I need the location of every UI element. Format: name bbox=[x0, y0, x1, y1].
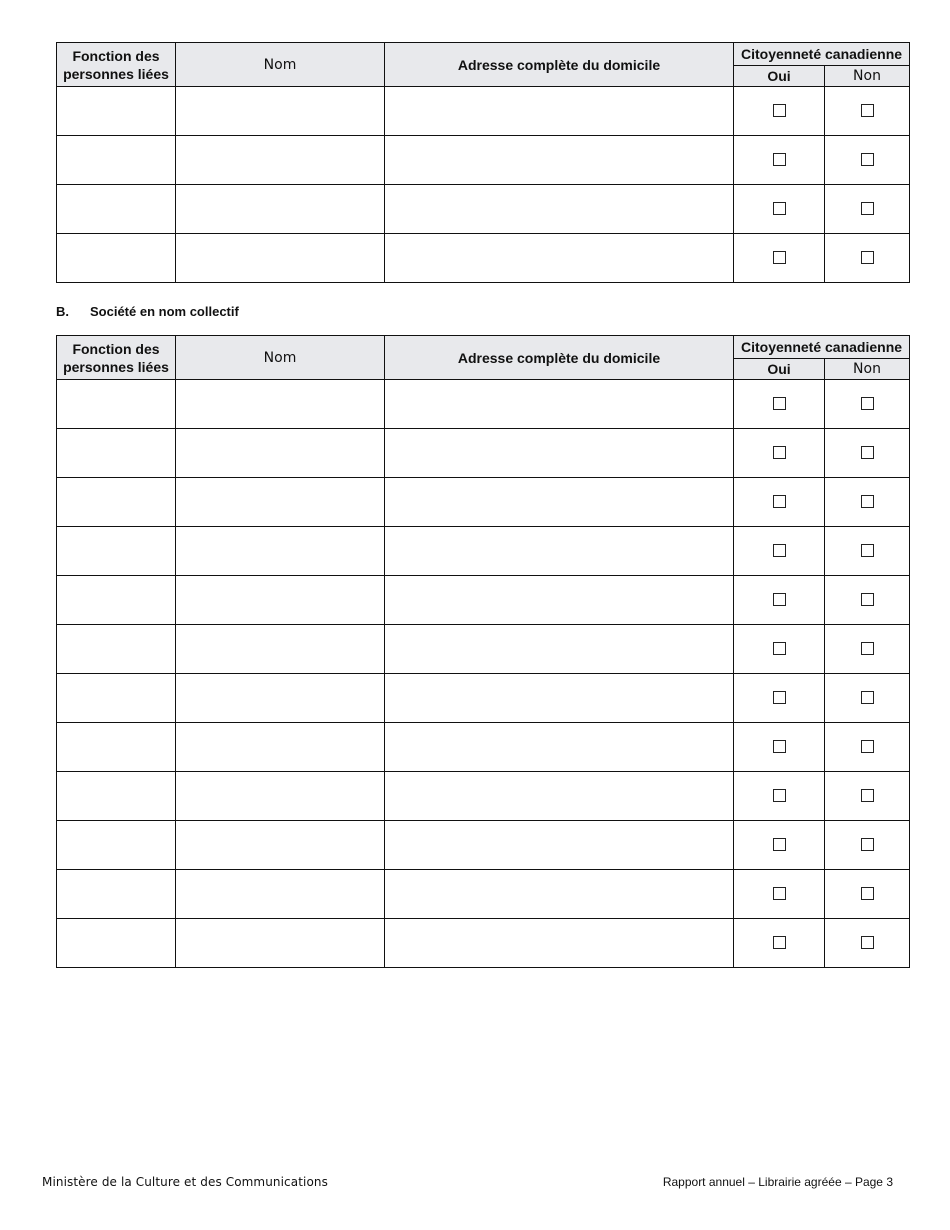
adresse-field[interactable] bbox=[385, 429, 734, 478]
oui-checkbox-cell bbox=[734, 136, 825, 185]
table-row bbox=[57, 821, 910, 870]
non-checkbox-cell bbox=[825, 136, 910, 185]
non-checkbox-cell bbox=[825, 87, 910, 136]
adresse-field[interactable] bbox=[385, 870, 734, 919]
header-fonction: Fonction des personnes liées bbox=[57, 43, 176, 87]
fonction-field[interactable] bbox=[57, 723, 176, 772]
oui-checkbox-cell bbox=[734, 87, 825, 136]
non-checkbox[interactable] bbox=[861, 936, 874, 949]
oui-checkbox-cell bbox=[734, 625, 825, 674]
table-row bbox=[57, 136, 910, 185]
adresse-field[interactable] bbox=[385, 234, 734, 283]
nom-field[interactable] bbox=[176, 429, 385, 478]
adresse-field[interactable] bbox=[385, 723, 734, 772]
non-checkbox[interactable] bbox=[861, 153, 874, 166]
adresse-field[interactable] bbox=[385, 625, 734, 674]
non-checkbox[interactable] bbox=[861, 495, 874, 508]
table-row bbox=[57, 625, 910, 674]
section-b-letter: B. bbox=[56, 304, 69, 319]
fonction-field[interactable] bbox=[57, 576, 176, 625]
footer-page-info: Rapport annuel – Librairie agréée – Page 3 bbox=[662, 1175, 893, 1189]
table-row bbox=[57, 185, 910, 234]
oui-checkbox[interactable] bbox=[773, 887, 786, 900]
fonction-field[interactable] bbox=[57, 919, 176, 968]
table-row bbox=[57, 478, 910, 527]
fonction-field[interactable] bbox=[57, 821, 176, 870]
related-persons-table-b bbox=[56, 335, 910, 968]
non-checkbox[interactable] bbox=[861, 202, 874, 215]
nom-field[interactable] bbox=[176, 478, 385, 527]
oui-checkbox[interactable] bbox=[773, 446, 786, 459]
oui-checkbox[interactable] bbox=[773, 691, 786, 704]
oui-checkbox[interactable] bbox=[773, 642, 786, 655]
adresse-field[interactable] bbox=[385, 478, 734, 527]
header-adresse: Adresse complète du domicile bbox=[385, 336, 734, 380]
nom-field[interactable] bbox=[176, 723, 385, 772]
header-non: Non bbox=[825, 66, 910, 87]
table-row bbox=[57, 772, 910, 821]
oui-checkbox[interactable] bbox=[773, 936, 786, 949]
nom-field[interactable] bbox=[176, 625, 385, 674]
table-row bbox=[57, 380, 910, 429]
table-row bbox=[57, 674, 910, 723]
nom-field[interactable] bbox=[176, 234, 385, 283]
non-checkbox-cell bbox=[825, 185, 910, 234]
table-row bbox=[57, 576, 910, 625]
adresse-field[interactable] bbox=[385, 821, 734, 870]
oui-checkbox-cell bbox=[734, 527, 825, 576]
nom-field[interactable] bbox=[176, 919, 385, 968]
oui-checkbox-cell bbox=[734, 772, 825, 821]
footer-ministry: Ministère de la Culture et des Communications bbox=[42, 1175, 328, 1189]
non-checkbox-cell bbox=[825, 380, 910, 429]
oui-checkbox-cell bbox=[734, 919, 825, 968]
header-oui: Oui bbox=[734, 359, 825, 380]
nom-field[interactable] bbox=[176, 527, 385, 576]
section-b-label: Société en nom collectif bbox=[90, 304, 239, 319]
nom-field[interactable] bbox=[176, 674, 385, 723]
oui-checkbox[interactable] bbox=[773, 153, 786, 166]
non-checkbox-cell bbox=[825, 576, 910, 625]
non-checkbox[interactable] bbox=[861, 593, 874, 606]
header-citoyennete: Citoyenneté canadienne bbox=[734, 43, 910, 66]
non-checkbox[interactable] bbox=[861, 397, 874, 410]
oui-checkbox[interactable] bbox=[773, 544, 786, 557]
nom-field[interactable] bbox=[176, 772, 385, 821]
non-checkbox[interactable] bbox=[861, 544, 874, 557]
adresse-field[interactable] bbox=[385, 527, 734, 576]
non-checkbox-cell bbox=[825, 478, 910, 527]
non-checkbox-cell bbox=[825, 429, 910, 478]
non-checkbox-cell bbox=[825, 919, 910, 968]
table-row bbox=[57, 87, 910, 136]
table-row bbox=[57, 429, 910, 478]
table-row bbox=[57, 723, 910, 772]
non-checkbox[interactable] bbox=[861, 104, 874, 117]
nom-field[interactable] bbox=[176, 185, 385, 234]
non-checkbox[interactable] bbox=[861, 887, 874, 900]
non-checkbox-cell bbox=[825, 870, 910, 919]
oui-checkbox[interactable] bbox=[773, 740, 786, 753]
header-fonction: Fonction des personnes liées bbox=[57, 336, 176, 380]
non-checkbox-cell bbox=[825, 674, 910, 723]
oui-checkbox[interactable] bbox=[773, 104, 786, 117]
fonction-field[interactable] bbox=[57, 772, 176, 821]
oui-checkbox-cell bbox=[734, 576, 825, 625]
non-checkbox-cell bbox=[825, 772, 910, 821]
fonction-field[interactable] bbox=[57, 136, 176, 185]
non-checkbox[interactable] bbox=[861, 251, 874, 264]
table-row bbox=[57, 527, 910, 576]
header-citoyennete: Citoyenneté canadienne bbox=[734, 336, 910, 359]
nom-field[interactable] bbox=[176, 821, 385, 870]
table-row bbox=[57, 234, 910, 283]
nom-field[interactable] bbox=[176, 380, 385, 429]
table-row bbox=[57, 870, 910, 919]
adresse-field[interactable] bbox=[385, 185, 734, 234]
header-nom: Nom bbox=[176, 336, 385, 380]
oui-checkbox-cell bbox=[734, 185, 825, 234]
oui-checkbox[interactable] bbox=[773, 397, 786, 410]
non-checkbox-cell bbox=[825, 527, 910, 576]
oui-checkbox-cell bbox=[734, 380, 825, 429]
oui-checkbox-cell bbox=[734, 234, 825, 283]
fonction-field[interactable] bbox=[57, 527, 176, 576]
non-checkbox-cell bbox=[825, 723, 910, 772]
non-checkbox-cell bbox=[825, 821, 910, 870]
nom-field[interactable] bbox=[176, 136, 385, 185]
related-persons-table-a bbox=[56, 42, 910, 283]
oui-checkbox-cell bbox=[734, 429, 825, 478]
nom-field[interactable] bbox=[176, 576, 385, 625]
fonction-field[interactable] bbox=[57, 185, 176, 234]
adresse-field[interactable] bbox=[385, 87, 734, 136]
header-oui: Oui bbox=[734, 66, 825, 87]
adresse-field[interactable] bbox=[385, 380, 734, 429]
header-adresse: Adresse complète du domicile bbox=[385, 43, 734, 87]
oui-checkbox[interactable] bbox=[773, 593, 786, 606]
fonction-field[interactable] bbox=[57, 478, 176, 527]
non-checkbox[interactable] bbox=[861, 691, 874, 704]
section-b-title bbox=[56, 304, 239, 319]
non-checkbox[interactable] bbox=[861, 642, 874, 655]
oui-checkbox-cell bbox=[734, 821, 825, 870]
oui-checkbox-cell bbox=[734, 870, 825, 919]
non-checkbox-cell bbox=[825, 625, 910, 674]
oui-checkbox[interactable] bbox=[773, 495, 786, 508]
fonction-field[interactable] bbox=[57, 87, 176, 136]
fonction-field[interactable] bbox=[57, 234, 176, 283]
adresse-field[interactable] bbox=[385, 136, 734, 185]
oui-checkbox-cell bbox=[734, 723, 825, 772]
fonction-field[interactable] bbox=[57, 870, 176, 919]
non-checkbox[interactable] bbox=[861, 789, 874, 802]
non-checkbox[interactable] bbox=[861, 740, 874, 753]
oui-checkbox[interactable] bbox=[773, 251, 786, 264]
table-row bbox=[57, 919, 910, 968]
fonction-field[interactable] bbox=[57, 674, 176, 723]
fonction-field[interactable] bbox=[57, 625, 176, 674]
non-checkbox[interactable] bbox=[861, 838, 874, 851]
oui-checkbox[interactable] bbox=[773, 838, 786, 851]
nom-field[interactable] bbox=[176, 87, 385, 136]
adresse-field[interactable] bbox=[385, 919, 734, 968]
oui-checkbox[interactable] bbox=[773, 789, 786, 802]
non-checkbox-cell bbox=[825, 234, 910, 283]
adresse-field[interactable] bbox=[385, 772, 734, 821]
fonction-field[interactable] bbox=[57, 380, 176, 429]
adresse-field[interactable] bbox=[385, 576, 734, 625]
oui-checkbox-cell bbox=[734, 478, 825, 527]
nom-field[interactable] bbox=[176, 870, 385, 919]
header-nom: Nom bbox=[176, 43, 385, 87]
fonction-field[interactable] bbox=[57, 429, 176, 478]
oui-checkbox[interactable] bbox=[773, 202, 786, 215]
header-non: Non bbox=[825, 359, 910, 380]
adresse-field[interactable] bbox=[385, 674, 734, 723]
oui-checkbox-cell bbox=[734, 674, 825, 723]
non-checkbox[interactable] bbox=[861, 446, 874, 459]
